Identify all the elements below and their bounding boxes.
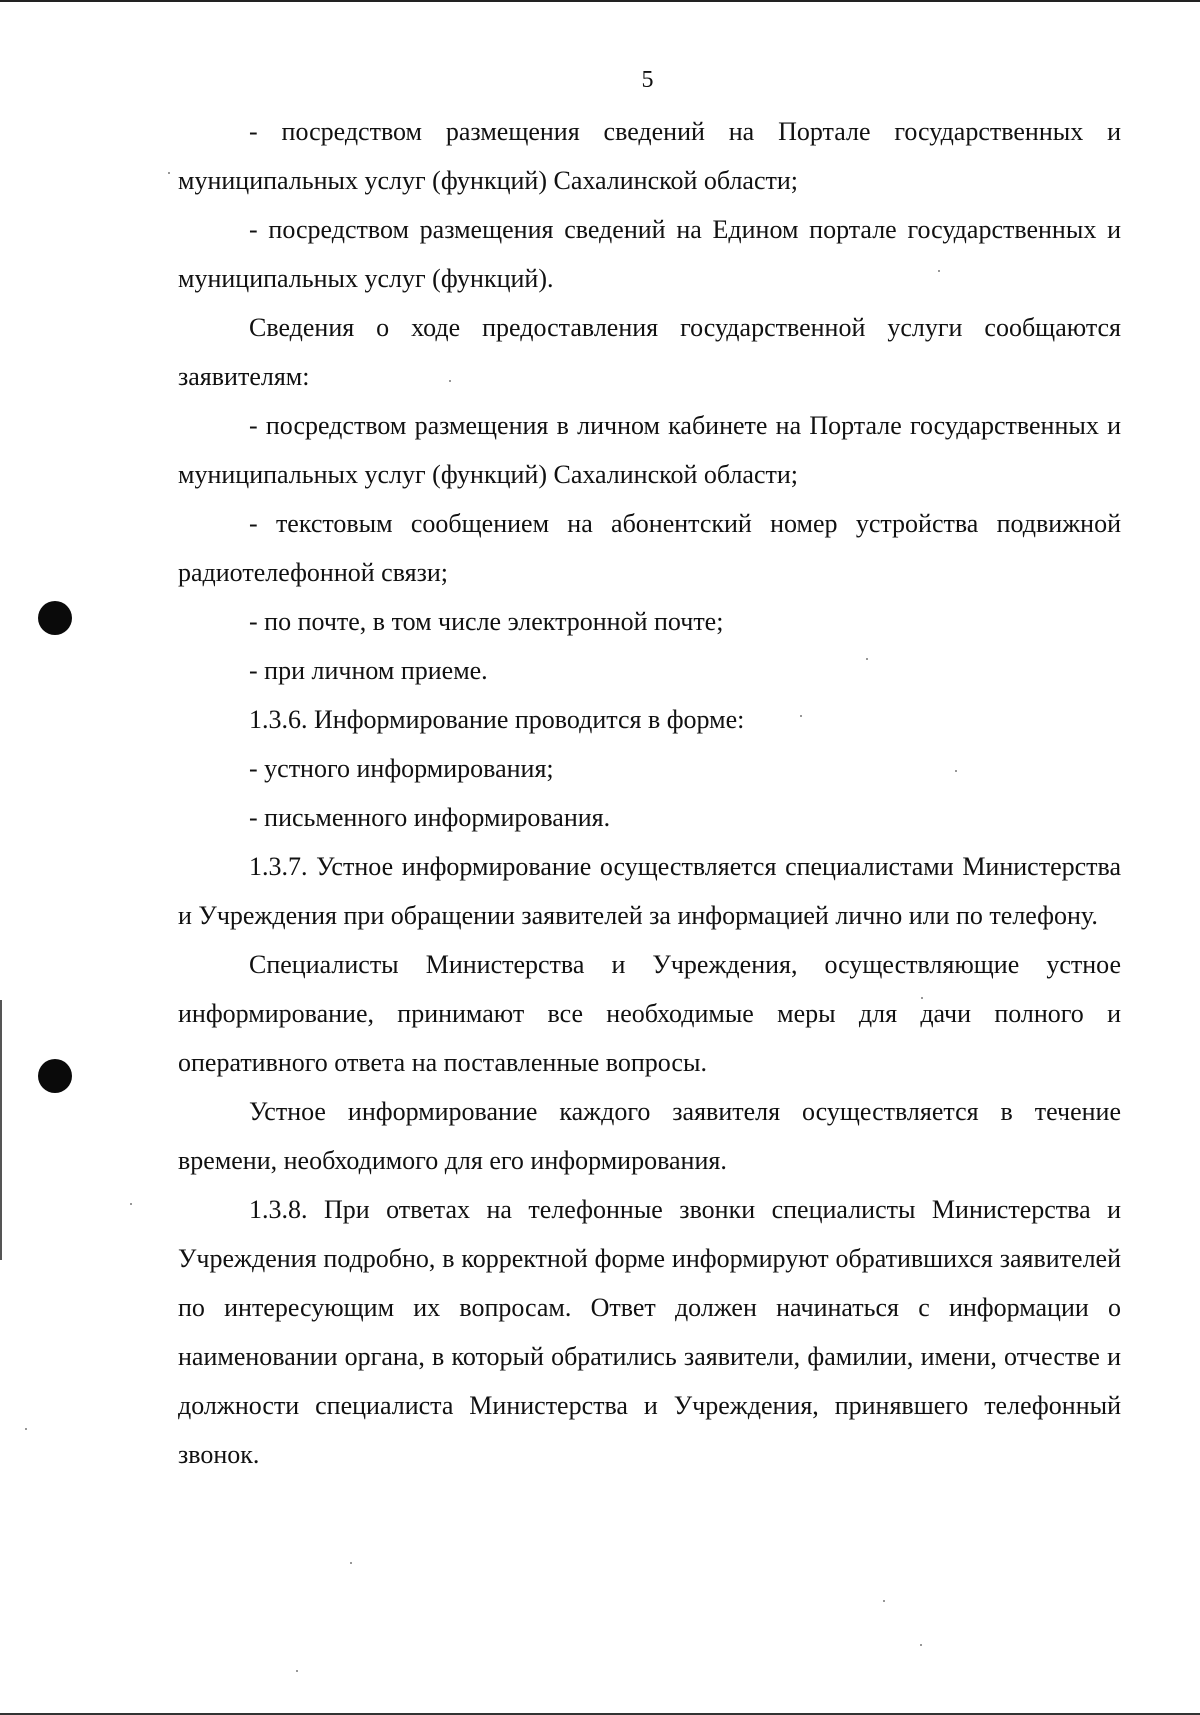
top-edge-line: [0, 0, 1200, 2]
scan-speck: [296, 1670, 298, 1672]
left-edge-line: [0, 1000, 2, 1260]
punch-hole: [38, 601, 72, 635]
paragraph: Устное информирование каждого заявителя осуществляется в течение времени, необходимого для его информирования.: [178, 1097, 1121, 1175]
document-body: [178, 107, 1121, 1479]
page-number: 5: [641, 67, 654, 93]
paragraph: Специалисты Министерства и Учреждения, осуществляющие устное информирование, принимают все необходимые меры для дачи полного и оперативного ответа на поставленные вопросы.: [178, 950, 1121, 1077]
paragraph: - текстовым сообщением на абонентский номер устройства подвижной радиотелефонной связи;: [178, 509, 1121, 587]
scan-speck: [920, 1644, 922, 1646]
scan-speck: [130, 1203, 132, 1205]
paragraph: - посредством размещения сведений на Портале государственных и муниципальных услуг (функций) Сахалинской области;: [178, 117, 1121, 195]
paragraph: - устного информирования;: [249, 754, 554, 783]
paragraph: - по почте, в том числе электронной почте;: [249, 607, 724, 636]
scan-speck: [168, 172, 170, 174]
paragraph: - посредством размещения сведений на Едином портале государственных и муниципальных услуг (функций).: [178, 215, 1121, 293]
paragraph: - письменного информирования.: [249, 803, 611, 832]
scan-speck: [883, 1600, 885, 1602]
scan-speck: [350, 1562, 352, 1564]
paragraph: 1.3.7. Устное информирование осуществляется специалистами Министерства и Учреждения при обращении заявителей за информацией лично или по телефону.: [178, 852, 1121, 930]
paragraph: 1.3.6. Информирование проводится в форме:: [249, 705, 745, 734]
paragraph: 1.3.8. При ответах на телефонные звонки специалисты Министерства и Учреждения подробно, в корректной форме информируют обратившихся заявителей по интересующим их вопросам. Ответ должен начинаться с информации о наименовании органа, в который обратились заявители, фамилии, имени, отчестве и должности специалиста Министерства и Учреждения, принявшего телефонный звонок.: [178, 1195, 1121, 1469]
paragraph: - при личном приеме.: [249, 656, 488, 685]
scan-speck: [25, 1428, 27, 1430]
paragraph: - посредством размещения в личном кабинете на Портале государственных и муниципальных услуг (функций) Сахалинской области;: [178, 411, 1121, 489]
paragraph: Сведения о ходе предоставления государственной услуги сообщаются заявителям:: [178, 313, 1121, 391]
punch-hole: [38, 1059, 72, 1093]
